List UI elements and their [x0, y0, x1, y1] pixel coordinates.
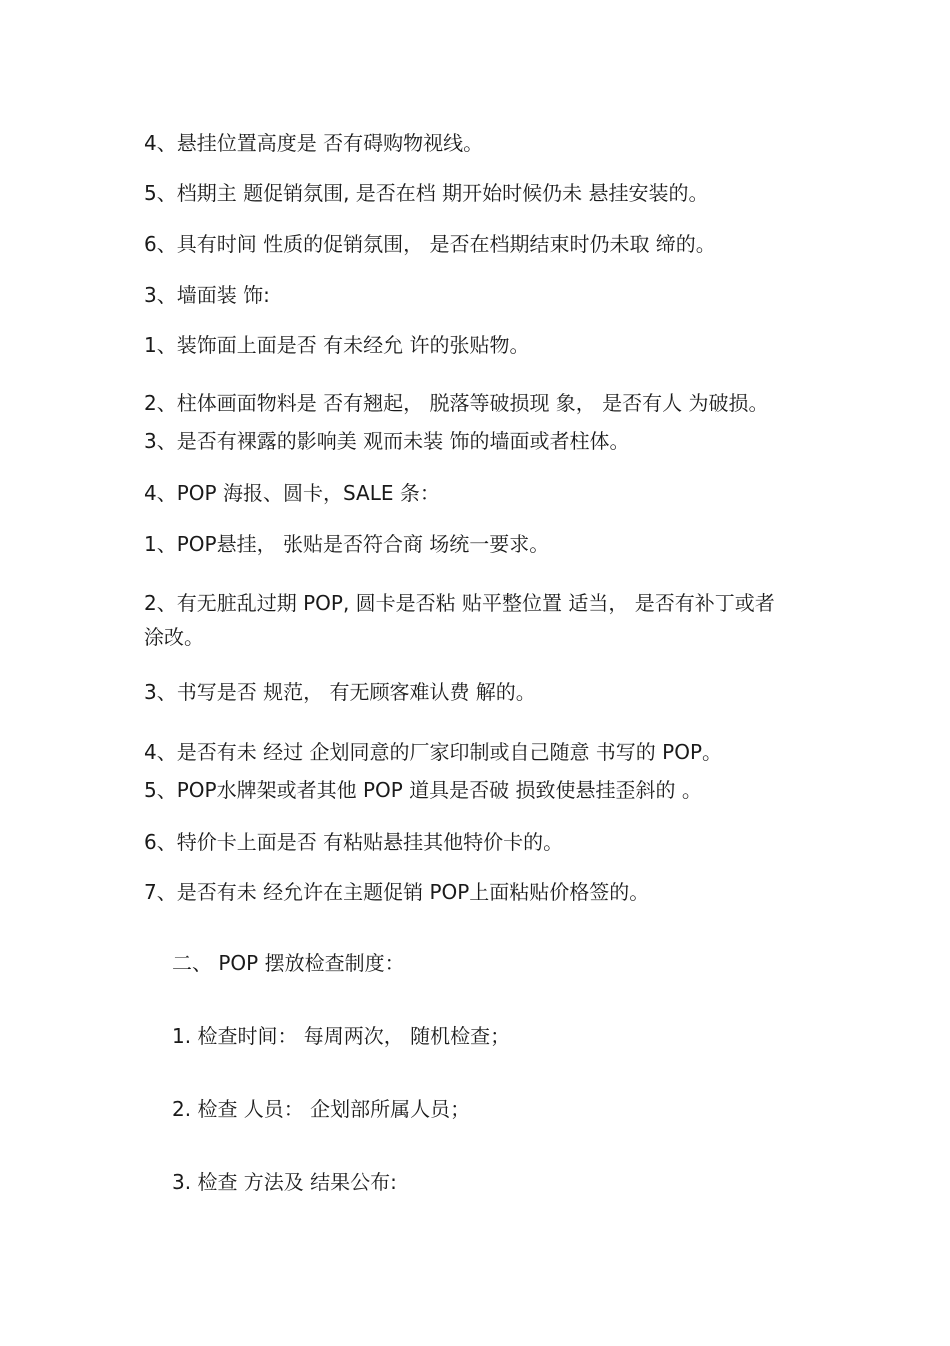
section-heading: 二、 POP 摆放检查制度：: [172, 951, 405, 975]
text-line: 4、是否有未 经过 企划同意的厂家印制或自己随意 书写的 POP。: [144, 740, 723, 764]
text-line: 6、特价卡上面是否 有粘贴悬挂其他特价卡的。: [144, 830, 564, 854]
text-line: 3. 检查 方法及 结果公布:: [172, 1170, 397, 1194]
text-line: 5、POP水牌架或者其他 POP 道具是否破 损致使悬挂歪斜的 。: [144, 778, 702, 802]
section-heading: 3、墙面装 饰:: [144, 283, 270, 307]
text-line: 3、是否有裸露的影响美 观而未装 饰的墙面或者柱体。: [144, 429, 630, 453]
text-line: 2. 检查 人员： 企划部所属人员；: [172, 1097, 471, 1121]
text-line: 4、悬挂位置高度是 否有碍购物视线。: [144, 131, 484, 155]
text-line: 2、柱体画面物料是 否有翘起， 脱落等破损现 象， 是否有人 为破损。: [144, 391, 769, 415]
text-line: 7、是否有未 经允许在主题促销 POP上面粘贴价格签的。: [144, 880, 650, 904]
text-line: 1. 检查时间： 每周两次， 随机检查；: [172, 1024, 511, 1048]
text-line: 3、书写是否 规范， 有无顾客难认费 解的。: [144, 680, 536, 704]
section-heading: 4、POP 海报、圆卡，SALE 条：: [144, 481, 440, 505]
text-line: 5、档期主 题促销氛围, 是否在档 期开始时候仍未 悬挂安装的。: [144, 181, 709, 205]
text-line: 1、POP悬挂， 张贴是否符合商 场统一要求。: [144, 532, 550, 556]
text-line: 1、装饰面上面是否 有未经允 许的张贴物。: [144, 333, 530, 357]
text-line: 6、具有时间 性质的促销氛围， 是否在档期结束时仍未取 缔的。: [144, 232, 716, 256]
text-paragraph: 2、有无脏乱过期 POP, 圆卡是否粘 贴平整位置 适当， 是否有补丁或者涂改。: [144, 591, 775, 649]
